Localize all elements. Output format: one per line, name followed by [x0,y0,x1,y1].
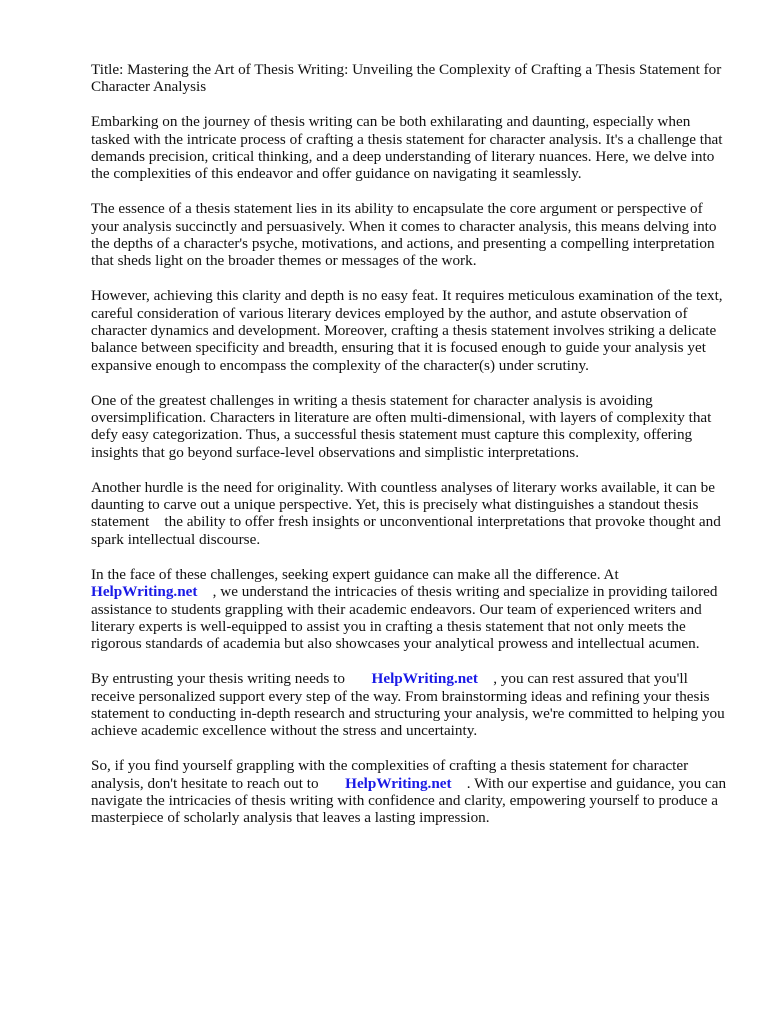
helpwriting-link-1[interactable]: HelpWriting.net [91,583,198,601]
paragraph-oversimplification: One of the greatest challenges in writing a thesis statement for character analysis is avoiding oversimplification. Characters in literature are often multi-dimensional, with layers of complexity that defy easy categorization. Thus, a successful thesis statement must capture this complexity, offering insights that go beyond surface-level observations and simplistic interpretations. [91,391,712,461]
paragraph-guidance-part2: , we understand the intricacies of thesis writing and specialize in providing tailored assistance to students grappling with their academic endeavors. Our team of experienced writers and literary experts is well-equipped to assist you in crafting a thesis statement that not only meets the rigorous standards of academia but also showcases your analytical prowess and intellectual acumen. [91,583,718,653]
paragraph-originality [91,479,731,549]
paragraph-guidance [91,566,731,653]
paragraph-guidance-part1: In the face of these challenges, seeking expert guidance can make all the difference. At [91,565,619,583]
paragraph-entrusting-part1: By entrusting your thesis writing needs to [91,670,345,688]
paragraph-originality-part2: the ability to offer fresh insights or unconventional interpretations that provoke thought and spark intellectual discourse. [91,513,721,548]
paragraph-entrusting-part2: , you can rest assured that you'll receive personalized support every step of the way. From brainstorming ideas and refining your thesis statement to conducting in-depth research and structuring your analysis, we're committed to helping you achieve academic excellence without the stress and uncertainty. [91,670,725,740]
paragraph-clarity: However, achieving this clarity and depth is no easy feat. It requires meticulous examination of the text, careful consideration of various literary devices employed by the author, and astute observation of character dynamics and development. Moreover, crafting a thesis statement involves striking a delicate balance between specificity and breadth, ensuring that it is focused enough to guide your analysis yet expansive enough to encompass the complexity of the character(s) under scrutiny. [91,287,723,374]
document-title: Title: Mastering the Art of Thesis Writing: Unveiling the Complexity of Crafting a Thesis Statement for Character Analysis [91,61,722,96]
paragraph-originality-part1: Another hurdle is the need for originality. With countless analyses of literary works available, it can be daunting to carve out a unique perspective. Yet, this is precisely what distinguishes a standout thesis statement [91,478,715,531]
helpwriting-link-2[interactable]: HelpWriting.net [371,670,478,688]
helpwriting-link-3[interactable]: HelpWriting.net [345,774,452,792]
paragraph-closing-part2: . With our expertise and guidance, you can navigate the intricacies of thesis writing with confidence and clarity, empowering yourself to produce a masterpiece of scholarly analysis that leaves a lasting impression. [91,774,727,827]
paragraph-closing-part1: So, if you find yourself grappling with the complexities of crafting a thesis statement for character analysis, don't hesitate to reach out to [91,757,689,792]
paragraph-entrusting [91,670,731,740]
document-page [91,61,731,844]
paragraph-closing [91,757,731,827]
paragraph-intro: Embarking on the journey of thesis writing can be both exhilarating and daunting, especially when tasked with the intricate process of crafting a thesis statement for character analysis. It's a challenge that demands precision, critical thinking, and a deep understanding of literary nuances. Here, we delve into the complexities of this endeavor and offer guidance on navigating it seamlessly. [91,113,723,183]
paragraph-essence: The essence of a thesis statement lies in its ability to encapsulate the core argument or perspective of your analysis succinctly and persuasively. When it comes to character analysis, this means delving into the depths of a character's psyche, motivations, and actions, and presenting a compelling interpretation that sheds light on the broader themes or messages of the work. [91,200,717,270]
